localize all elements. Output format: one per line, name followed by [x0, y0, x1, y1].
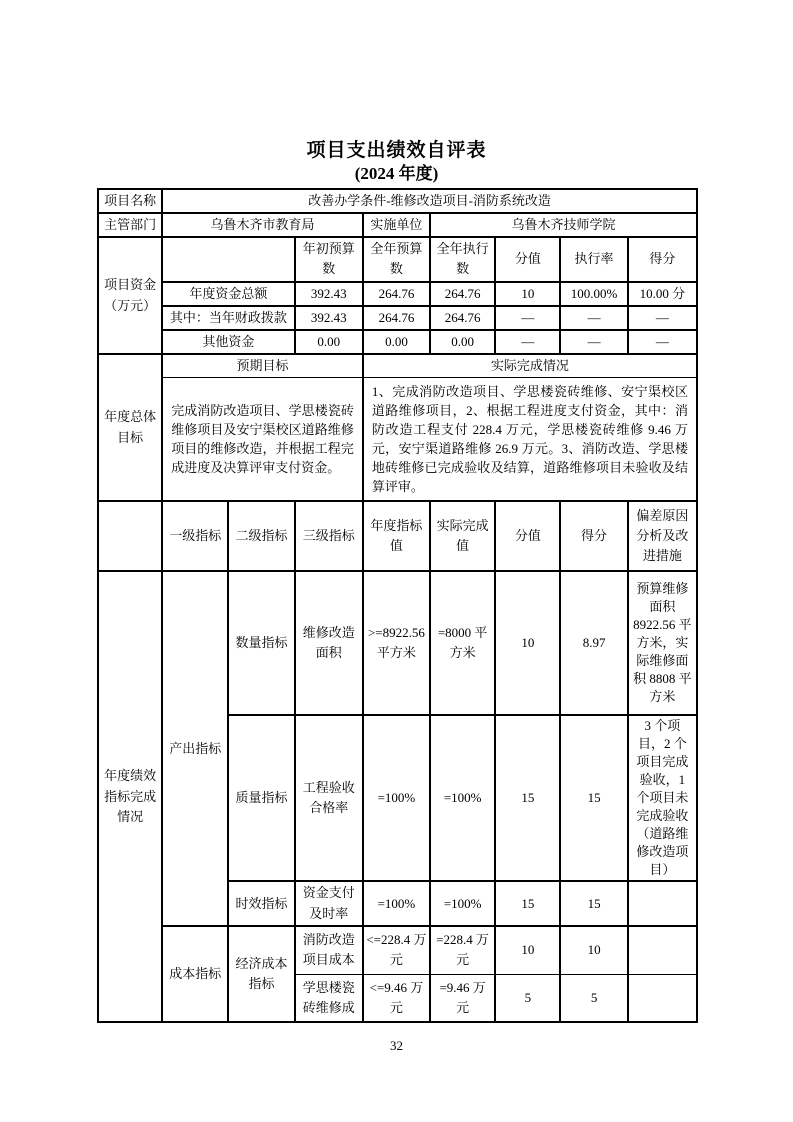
points-cell: 5 [495, 974, 560, 1022]
funds-value-cell: — [495, 306, 560, 330]
actual-value-cell: =100% [430, 881, 495, 926]
project-name-label-cell: 项目名称 [98, 189, 162, 213]
impl-label-cell: 实施单位 [363, 213, 430, 237]
deviation-cell: 预算维修面积 8922.56 平方米，实际维修面积 8808 平方米 [628, 571, 697, 715]
funds-value-cell: 10 [495, 282, 560, 306]
funds-header-cell: 分值 [495, 237, 560, 281]
funds-value-cell: — [495, 330, 560, 354]
score-cell: 15 [560, 715, 627, 881]
funds-value-cell: 0.00 [430, 330, 495, 354]
row-indicator-quantity [98, 571, 697, 715]
page-number: 32 [390, 1038, 403, 1053]
funds-value-cell: 0.00 [295, 330, 363, 354]
actual-value-cell: =9.46 万元 [430, 974, 495, 1022]
level3-cell: 消防改造项目成本 [295, 926, 363, 974]
funds-header-cell: 全年预算数 [363, 237, 430, 281]
deviation-cell: 3 个项目，2 个项目完成验收，1 个项目未完成验收（道路维修改造项目） [628, 715, 697, 881]
indicator-header-cell: 二级指标 [228, 501, 294, 571]
target-value-cell: <=228.4 万元 [363, 926, 430, 974]
funds-value-cell: 264.76 [363, 282, 430, 306]
goal-actual-header-cell: 实际完成情况 [363, 354, 697, 378]
deviation-cell [628, 926, 697, 974]
funds-value-cell: 392.43 [295, 282, 363, 306]
funds-header-cell: 全年执行数 [430, 237, 495, 281]
funds-header-cell: 得分 [628, 237, 697, 281]
level1-output-cell: 产出指标 [162, 571, 228, 926]
indicator-header-cell: 一级指标 [162, 501, 228, 571]
level2-cell: 质量指标 [228, 715, 294, 881]
row-goal-header [98, 354, 697, 378]
level1-cost-cell: 成本指标 [162, 926, 228, 1022]
indicator-header-cell: 年度指标值 [363, 501, 430, 571]
row-departments [98, 213, 697, 237]
goal-expected-text-cell: 完成消防改造项目、学思楼瓷砖维修项目及安宁渠校区道路维修项目的维修改造，并根据工程完成进度及决算评审支付资金。 [162, 378, 363, 502]
goal-actual-text-cell: 1、完成消防改造项目、学思楼瓷砖维修、安宁渠校区道路维修项目，2、根据工程进度支付资金，其中：消防改造工程支付 228.4 万元，学思楼瓷砖维修 9.46 万元，安宁渠道路维修 26.9 万元。3、消防改造、学思楼地砖维修已完成验收及结算，道路维修项目未验收及结算评审。 [363, 378, 697, 502]
funds-value-cell: — [628, 330, 697, 354]
funds-header-cell: 执行率 [560, 237, 627, 281]
level2-cell: 数量指标 [228, 571, 294, 715]
goal-section-label-cell: 年度总体目标 [98, 354, 162, 501]
funds-section-label-cell: 项目资金（万元） [98, 237, 162, 354]
dept-label-cell: 主管部门 [98, 213, 162, 237]
actual-value-cell: =228.4 万元 [430, 926, 495, 974]
funds-value-cell: 264.76 [430, 306, 495, 330]
indicator-header-cell: 偏差原因分析及改进措施 [628, 501, 697, 571]
funds-value-cell: 264.76 [363, 306, 430, 330]
indicator-header-cell: 得分 [560, 501, 627, 571]
page-title: 项目支出绩效自评表 [306, 140, 487, 161]
funds-value-cell: — [560, 330, 627, 354]
level3-cell: 资金支付及时率 [295, 881, 363, 926]
row-funds-other [98, 330, 697, 354]
points-cell: 10 [495, 926, 560, 974]
funds-row-label-cell: 其他资金 [162, 330, 294, 354]
impl-value-cell: 乌鲁木齐技师学院 [430, 213, 697, 237]
page-subtitle: (2024 年度) [354, 164, 439, 183]
indicator-blank-cell [98, 501, 162, 571]
funds-blank-cell [162, 237, 294, 281]
score-cell: 10 [560, 926, 627, 974]
actual-value-cell: =8000 平方米 [430, 571, 495, 715]
funds-header-cell: 年初预算数 [295, 237, 363, 281]
row-goal-text [98, 378, 697, 502]
level3-cell: 维修改造面积 [295, 571, 363, 715]
funds-value-cell: — [628, 306, 697, 330]
funds-value-cell: 100.00% [560, 282, 627, 306]
indicator-header-cell: 三级指标 [295, 501, 363, 571]
target-value-cell: =100% [363, 715, 430, 881]
dept-value-cell: 乌鲁木齐市教育局 [162, 213, 363, 237]
target-value-cell: >=8922.56 平方米 [363, 571, 430, 715]
target-value-cell: =100% [363, 881, 430, 926]
level3-cell: 学思楼瓷砖维修成 [295, 974, 363, 1022]
indicator-header-cell: 分值 [495, 501, 560, 571]
target-value-cell: <=9.46 万元 [363, 974, 430, 1022]
row-indicator-cost-fire [98, 926, 697, 974]
funds-row-label-cell: 年度资金总额 [162, 282, 294, 306]
points-cell: 10 [495, 571, 560, 715]
funds-value-cell: 0.00 [363, 330, 430, 354]
goal-expected-header-cell: 预期目标 [162, 354, 363, 378]
level2-economic-cost-cell: 经济成本指标 [228, 926, 294, 1022]
deviation-cell [628, 974, 697, 1022]
row-funds-fiscal [98, 306, 697, 330]
indicator-section-label-cell: 年度绩效指标完成情况 [98, 571, 162, 1022]
points-cell: 15 [495, 715, 560, 881]
funds-value-cell: 264.76 [430, 282, 495, 306]
title-block [0, 139, 793, 185]
row-funds-header [98, 237, 697, 281]
row-indicator-header [98, 501, 697, 571]
actual-value-cell: =100% [430, 715, 495, 881]
level3-cell: 工程验收合格率 [295, 715, 363, 881]
level2-cell: 时效指标 [228, 881, 294, 926]
indicator-header-cell: 实际完成值 [430, 501, 495, 571]
funds-row-label-cell: 其中：当年财政拨款 [162, 306, 294, 330]
funds-value-cell: — [560, 306, 627, 330]
row-project-name [98, 189, 697, 213]
funds-value-cell: 10.00 分 [628, 282, 697, 306]
score-cell: 15 [560, 881, 627, 926]
funds-value-cell: 392.43 [295, 306, 363, 330]
score-cell: 8.97 [560, 571, 627, 715]
row-funds-total [98, 282, 697, 306]
project-name-value-cell: 改善办学条件-维修改造项目-消防系统改造 [162, 189, 697, 213]
score-cell: 5 [560, 974, 627, 1022]
points-cell: 15 [495, 881, 560, 926]
self-evaluation-table [97, 188, 698, 1023]
deviation-cell [628, 881, 697, 926]
